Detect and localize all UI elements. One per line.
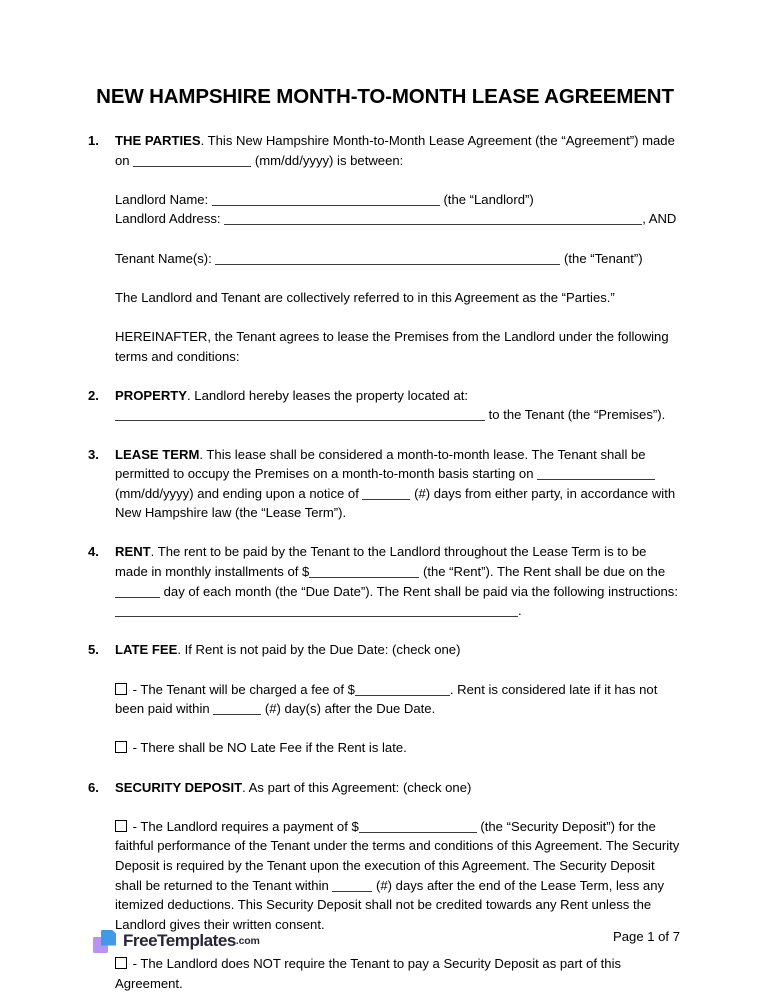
security-deposit-text-a: . As part of this Agreement: (check one)	[242, 779, 472, 795]
security-deposit-option-1-text-a: - The Landlord requires a payment of $	[129, 818, 359, 834]
landlord-address-blank[interactable]	[224, 211, 642, 225]
property-text-a: . Landlord hereby leases the property located at:	[187, 387, 468, 403]
late-fee-text-a: . If Rent is not paid by the Due Date: (check one)	[177, 642, 461, 658]
rent-due-day-blank[interactable]	[115, 584, 160, 598]
late-fee-amount-blank[interactable]	[355, 682, 450, 696]
tenant-name-label: Tenant Name(s):	[115, 250, 216, 266]
section-number-6: 6.	[88, 779, 99, 795]
page-footer	[0, 926, 768, 966]
section-number-5: 5.	[88, 642, 99, 658]
late-fee-heading-line	[115, 640, 680, 660]
section-number-1: 1.	[88, 133, 99, 148]
late-fee-option-1-text-c: (#) day(s) after the Due Date.	[261, 701, 436, 717]
rent-text-d: .	[518, 603, 522, 619]
landlord-address-suffix: , AND	[642, 211, 677, 227]
rent-amount-blank[interactable]	[309, 564, 419, 578]
tenant-name-line	[115, 249, 680, 269]
section-property	[88, 386, 680, 425]
brand-logo[interactable]	[93, 926, 260, 956]
checkbox-security-deposit-required[interactable]	[115, 820, 127, 832]
spacer	[88, 425, 680, 445]
section-number-3: 3.	[88, 446, 99, 462]
late-fee-option-1-text-a: - The Tenant will be charged a fee of $	[129, 681, 355, 697]
section-heading-security-deposit: SECURITY DEPOSIT	[115, 779, 243, 795]
spacer	[88, 366, 680, 386]
lease-start-date-blank[interactable]	[537, 466, 655, 480]
spacer	[88, 621, 680, 641]
parties-intro-text-a: . This New Hampshire Month-to-Month Lease Agreement (the “Agreement”) made on	[115, 133, 675, 168]
section-late-fee	[88, 640, 680, 758]
lease-term-text-b: (mm/dd/yyyy) and ending upon a notice of	[115, 485, 363, 501]
documents-stack-icon	[93, 930, 116, 953]
tenant-name-suffix: (the “Tenant”)	[560, 250, 643, 266]
section-the-parties	[88, 131, 680, 366]
brand-name: FreeTemplates	[123, 931, 236, 950]
landlord-name-suffix: (the “Landlord”)	[439, 191, 534, 207]
page-title: NEW HAMPSHIRE MONTH-TO-MONTH LEASE AGREEMENT	[96, 85, 674, 108]
parties-intro	[115, 131, 680, 170]
lease-term-text-a: . This lease shall be considered a month-to-month lease. The Tenant shall be permitted to occupy the Premises on a month-to-month basis starting on	[115, 446, 646, 482]
rent-text-b: (the “Rent”). The Rent shall be due on the	[419, 564, 666, 580]
section-number-2: 2.	[88, 387, 99, 403]
rent-text-a: . The rent to be paid by the Tenant to the Landlord throughout the Lease Term is to be made in monthly installments of $	[115, 544, 647, 580]
rent-text	[115, 542, 680, 620]
property-address-blank[interactable]	[115, 407, 485, 421]
spacer	[115, 660, 680, 680]
hereinafter-text: HEREINAFTER, the Tenant agrees to lease the Premises from the Landlord under the following terms and conditions:	[115, 328, 669, 364]
rent-instructions-blank[interactable]	[115, 603, 518, 617]
parties-intro-text-b: (mm/dd/yyyy) is between:	[251, 152, 404, 168]
security-deposit-amount-blank[interactable]	[359, 819, 477, 833]
section-heading-the-parties: THE PARTIES	[115, 133, 201, 148]
parties-collective-text: The Landlord and Tenant are collectively referred to in this Agreement as the “Parties.”	[115, 289, 615, 305]
checkbox-no-late-fee[interactable]	[115, 741, 127, 753]
rent-text-c: day of each month (the “Due Date”). The Rent shall be paid via the following instructions:	[160, 583, 678, 599]
property-line-1	[115, 386, 680, 406]
security-deposit-option-2-text: - The Landlord does NOT require the Tenant to pay a Security Deposit as part of this Agreement.	[115, 955, 622, 991]
property-line-2	[115, 405, 680, 425]
security-deposit-option-1	[115, 817, 680, 935]
security-deposit-option-1-text-b: (the “Security Deposit”) for the faithful performance of the Tenant under the terms and conditions of this Agreement. The Security Deposit is required by the Tenant upon the execution of this Agreement. The Security Deposit shall be returned to the Tenant within	[115, 818, 680, 893]
spacer	[115, 719, 680, 739]
landlord-name-label: Landlord Name:	[115, 191, 212, 207]
late-fee-option-1-text-b: . Rent is considered late if it has not been paid within	[115, 681, 658, 717]
late-fee-option-1	[115, 680, 680, 719]
security-deposit-option-1-text-c: (#) days after the end of the Lease Term, less any itemized deductions. This Security Deposit shall not be credited towards any Rent unless the Landlord gives their written consent.	[115, 877, 665, 932]
notice-days-blank[interactable]	[362, 486, 410, 500]
spacer	[115, 797, 680, 817]
spacer	[115, 170, 680, 190]
spacer	[115, 307, 680, 327]
late-fee-option-2	[115, 738, 680, 758]
section-heading-property: PROPERTY	[115, 387, 188, 403]
security-deposit-return-days-blank[interactable]	[332, 878, 372, 892]
tenant-name-blank[interactable]	[215, 251, 560, 265]
lease-term-text	[115, 445, 680, 523]
landlord-name-line	[115, 190, 680, 210]
brand-tld: .com	[235, 935, 260, 947]
spacer	[115, 268, 680, 288]
late-fee-days-blank[interactable]	[213, 701, 261, 715]
section-heading-lease-term: LEASE TERM	[115, 446, 200, 462]
section-rent	[88, 542, 680, 620]
landlord-address-label: Landlord Address:	[115, 211, 225, 227]
logo-front-document	[101, 930, 116, 946]
late-fee-option-2-text: - There shall be NO Late Fee if the Rent is late.	[129, 740, 407, 756]
spacer	[115, 229, 680, 249]
section-number-4: 4.	[88, 544, 99, 560]
checkbox-late-fee-charged[interactable]	[115, 683, 127, 695]
document-body	[88, 131, 680, 993]
spacer	[88, 523, 680, 543]
property-text-b: to the Tenant (the “Premises”).	[485, 407, 666, 423]
page-number: Page 1 of 7	[613, 929, 680, 944]
security-deposit-heading-line	[115, 778, 680, 798]
section-heading-late-fee: LATE FEE	[115, 642, 178, 658]
spacer	[88, 758, 680, 778]
section-heading-rent: RENT	[115, 544, 151, 560]
made-on-date-blank[interactable]	[133, 153, 251, 167]
section-lease-term	[88, 445, 680, 523]
lease-term-text-c: (#) days from either party, in accordance with New Hampshire law (the “Lease Term”).	[115, 485, 676, 521]
landlord-name-blank[interactable]	[212, 192, 440, 206]
landlord-address-line	[115, 209, 680, 229]
